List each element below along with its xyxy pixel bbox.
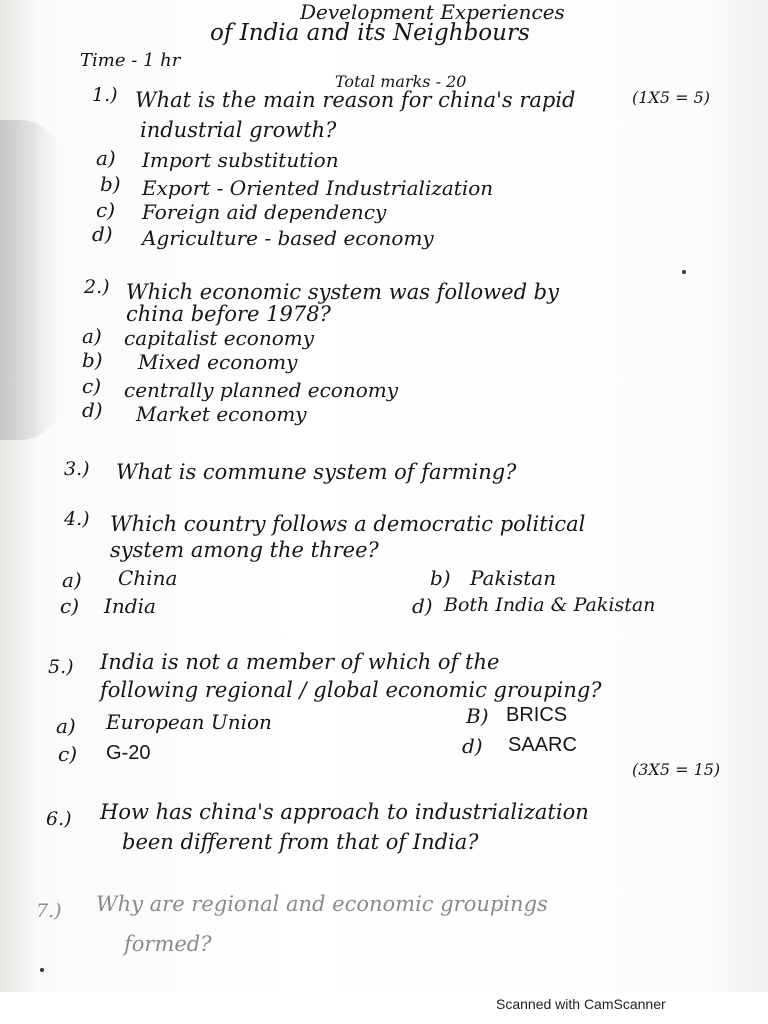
section-b-marks: (3X5 = 15) [632,760,721,779]
question-7-text-line-2: formed? [124,932,212,956]
q4-option-d-text: Both India & Pakistan [444,594,656,616]
question-4-text-line-1: Which country follows a democratic political [110,512,586,536]
q1-option-d-text: Agriculture - based economy [142,226,434,250]
section-a-marks: (1X5 = 5) [632,88,710,107]
q1-option-c-label: c) [96,198,116,222]
question-1-number: 1.) [92,84,118,106]
q4-option-a-text: China [118,566,178,590]
q5-option-b-label: B) [466,704,489,728]
time-label: Time - 1 hr [80,50,181,71]
q5-option-a-label: a) [56,714,76,738]
question-5-text-line-1: India is not a member of which of the [100,650,500,674]
q1-option-d-label: d) [92,222,113,246]
q4-option-c-label: c) [60,594,80,618]
question-6-text-line-2: been different from that of India? [122,830,479,854]
q1-option-b-text: Export - Oriented Industrialization [142,176,494,200]
q5-option-d-label: d) [462,734,483,758]
q4-option-b-label: b) [430,566,451,590]
ink-dot [682,270,686,274]
title-line-1: Development Experiences [300,0,565,24]
q1-option-c-text: Foreign aid dependency [142,200,387,224]
question-2-text-line-1: Which economic system was followed by [126,280,559,304]
q2-option-a-text: capitalist economy [124,326,314,350]
q2-option-d-label: d) [82,398,103,422]
q2-option-d-text: Market economy [136,402,307,426]
q4-option-a-label: a) [62,568,82,592]
q1-option-b-label: b) [100,172,121,196]
q5-option-d-text: SAARC [508,734,577,756]
question-4-text-line-2: system among the three? [110,538,379,562]
camscanner-watermark: Scanned with CamScanner [496,996,666,1012]
question-3-text: What is commune system of farming? [116,460,517,484]
question-2-number: 2.) [84,276,110,298]
q4-option-d-label: d) [412,594,433,618]
question-3-number: 3.) [64,458,90,480]
question-6-number: 6.) [46,808,72,830]
q2-option-c-label: c) [82,374,102,398]
q5-option-c-label: c) [58,742,78,766]
q4-option-b-text: Pakistan [470,566,557,590]
question-1-text-line-1: What is the main reason for china's rapid [135,88,576,112]
question-5-number: 5.) [48,656,74,678]
total-marks-label: Total marks - 20 [335,72,467,91]
q4-option-c-text: India [104,594,156,618]
q2-option-a-label: a) [82,324,102,348]
page-shadow [0,120,60,440]
title-line-2: of India and its Neighbours [210,20,530,46]
q5-option-c-text: G-20 [106,742,151,764]
question-7-number: 7.) [36,900,62,922]
question-7-text-line-1: Why are regional and economic groupings [96,892,548,916]
q2-option-b-label: b) [82,348,103,372]
q1-option-a-text: Import substitution [142,148,339,172]
question-1-text-line-2: industrial growth? [140,118,337,142]
q5-option-a-text: European Union [106,710,272,734]
question-5-text-line-2: following regional / global economic grouping? [100,678,602,702]
q5-option-b-text: BRICS [506,704,568,726]
question-2-text-line-2: china before 1978? [126,302,331,326]
question-4-number: 4.) [64,508,90,530]
question-6-text-line-1: How has china's approach to industrialization [100,800,589,824]
q1-option-a-label: a) [96,146,116,170]
q2-option-c-text: centrally planned economy [124,378,399,402]
q2-option-b-text: Mixed economy [138,350,298,374]
ink-dot [40,968,44,972]
